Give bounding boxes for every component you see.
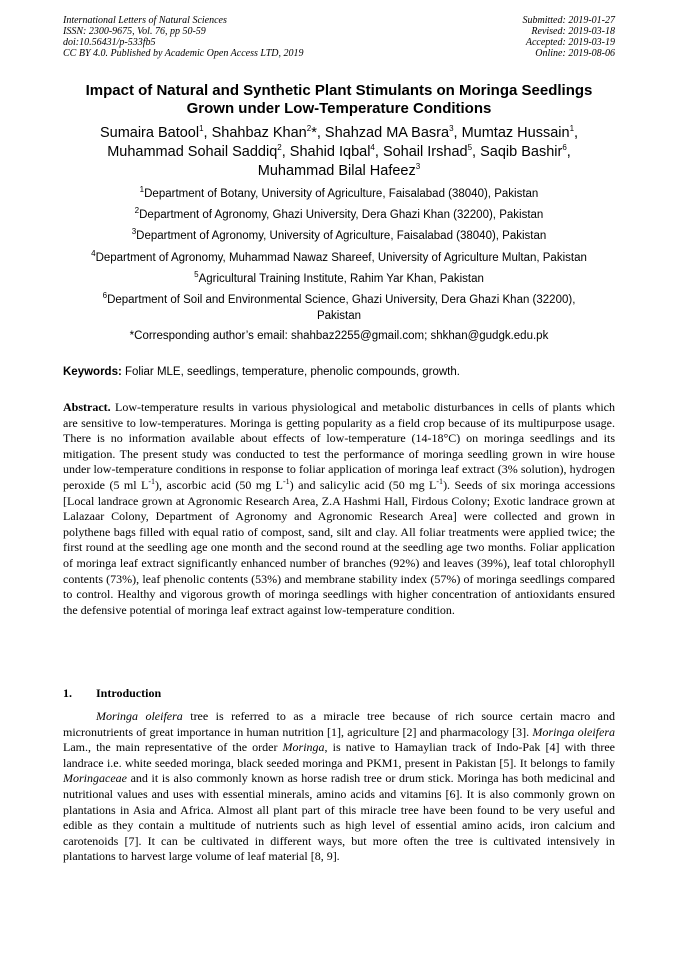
author: Shahbaz Khan$^2$*, xyxy=(211,124,325,141)
journal-info xyxy=(63,15,304,59)
date-revised: Revised: 2019-03-18 xyxy=(531,26,615,37)
affiliation: $^1$Department of Botany, University of Agriculture, Faisalabad (38040), Pakistan xyxy=(139,185,539,200)
section-heading xyxy=(63,686,161,701)
date-submitted: Submitted: 2019-01-27 xyxy=(522,15,615,26)
section-number: 1. xyxy=(63,686,72,700)
journal-issn: ISSN: 2300-9675, Vol. 76, pp 50-59 xyxy=(63,26,206,37)
abstract-label: Abstract. xyxy=(63,400,111,414)
publication-dates xyxy=(523,15,616,59)
journal-doi: doi:10.56431/p-533fb5 xyxy=(63,37,156,48)
corresponding-author: *Corresponding author’s email: shahbaz2255@gmail.com; shkhan@gudgk.edu.pk xyxy=(129,330,549,342)
affiliation: $^2$Department of Agronomy, Ghazi University, Dera Ghazi Khan (32200), Pakistan xyxy=(134,206,544,221)
abstract: Abstract. Low-temperature results in various physiological and metabolic disturbances in cells of plants which are sensitive to low-temperatures. Moringa is getting popularity as a field crop because of its multipurpose usage. There is no information available about effects of low-temperature (14-18°C) on moringa seedlings and its mitigation. The present study was conducted to test the performance of moringa seedling grown in wire house under low-temperature conditions in response to foliar application of moringa leaf extract (3% solution), hydrogen peroxide (5 ml $L^{-1}$), ascorbic acid (50 mg $L^{-1}$) and salicylic acid (50 mg $L^{-1}$). Seeds of six moringa accessions [Local landrace grown at Agronomic Research Area, Z.A Hashmi Hall, Firdous Colony; Exotic landrace grown at Lalazaar Colony, Department of Agronomy and Agronomic Research Area] were collected and grown in polythene bags filled with equal ratio of compost, sand, silt and clay. All foliar treatments were applied twice; the first round at the seedling age one month and the second round at the seedling age two months. Foliar application of moringa leaf extract significantly enhanced number of branches (92%) and leaves (39%), leaf total chlorophyll contents (73%), leaf phenolic contents (53%) and membrane stability index (57%) of moringa seedlings compared to control. Healthy and vigorous growth of moringa seedlings with higher concentration of antioxidants ensured the defensive potential of moringa leaf extract against low-temperature condition. xyxy=(63,400,616,617)
author: Muhammad Sohail Saddiq$^2$, xyxy=(107,143,290,160)
date-accepted: Accepted: 2019-03-19 xyxy=(525,37,615,48)
affiliation: $^4$Department of Agronomy, Muhammad Nawaz Shareef, University of Agriculture Multan, Pakistan xyxy=(91,249,587,264)
affiliation: $^6$Department of Soil and Environmental Science, Ghazi University, Dera Ghazi Khan (32200), Pakistan xyxy=(102,291,576,322)
author: Sohail Irshad$^5$, xyxy=(382,143,481,160)
author: Muhammad Bilal Hafeez$^3$ xyxy=(257,162,421,179)
paper-title-line-2: Grown under Low-Temperature Conditions xyxy=(186,100,492,117)
affiliation: $^3$Department of Agronomy, University of Agriculture, Faisalabad (38040), Pakistan xyxy=(131,227,547,242)
keywords-text: Foliar MLE, seedlings, temperature, phenolic compounds, growth. xyxy=(121,366,460,378)
author: Mumtaz Hussain$^1$, xyxy=(461,124,579,141)
keywords-label: Keywords: xyxy=(63,366,122,378)
affiliation: $^5$Agricultural Training Institute, Rahim Yar Khan, Pakistan xyxy=(194,270,484,285)
paper-title xyxy=(40,82,638,118)
paper-title-line-1: Impact of Natural and Synthetic Plant Stimulants on Moringa Seedlings xyxy=(85,82,593,99)
journal-license: CC BY 4.0. Published by Academic Open Access LTD, 2019 xyxy=(63,48,304,59)
journal-name: International Letters of Natural Sciences xyxy=(63,15,227,26)
author: Shahzad MA Basra$^3$, xyxy=(324,124,462,141)
introduction-paragraph: Moringa oleifera tree is referred to as a miracle tree because of rich source certain macro and micronutrients of great importance in human nutrition [1], agriculture [2] and pharmacology [3]. Moringa oleifera Lam., the main representative of the order Moringa, is native to Hamaylian track of Indo-Pak [4] with three landrace i.e. white seeded moringa, black seeded moringa and PKM1, present in Pakistan [5]. It belongs to family Moringaceae and it is also commonly known as horse radish tree or drum stick. Moringa has both medicinal and nutritional values and uses with essential minerals, amino acids and vitamins [6]. It is also commonly grown on plantations in Asia and Africa. Almost all plant part of this miracle tree have been found to be very useful and edible as they contain a multitude of nutrients such as high level of essential amino acids, iron calcium and carotenoids [7]. It can be cultivated in different ways, but more often the tree is cultivated intensively in plantations to harvest large volume of leaf material [8, 9]. xyxy=(63,709,615,864)
author: Saqib Bashir$^6$, xyxy=(480,143,571,160)
section-title: Introduction xyxy=(96,686,162,700)
author: Sumaira Batool$^1$, xyxy=(99,124,212,141)
keywords xyxy=(63,365,615,379)
author: Shahid Iqbal$^4$, xyxy=(289,143,383,160)
author-list xyxy=(40,124,638,181)
date-online: Online: 2019-08-06 xyxy=(535,48,615,59)
